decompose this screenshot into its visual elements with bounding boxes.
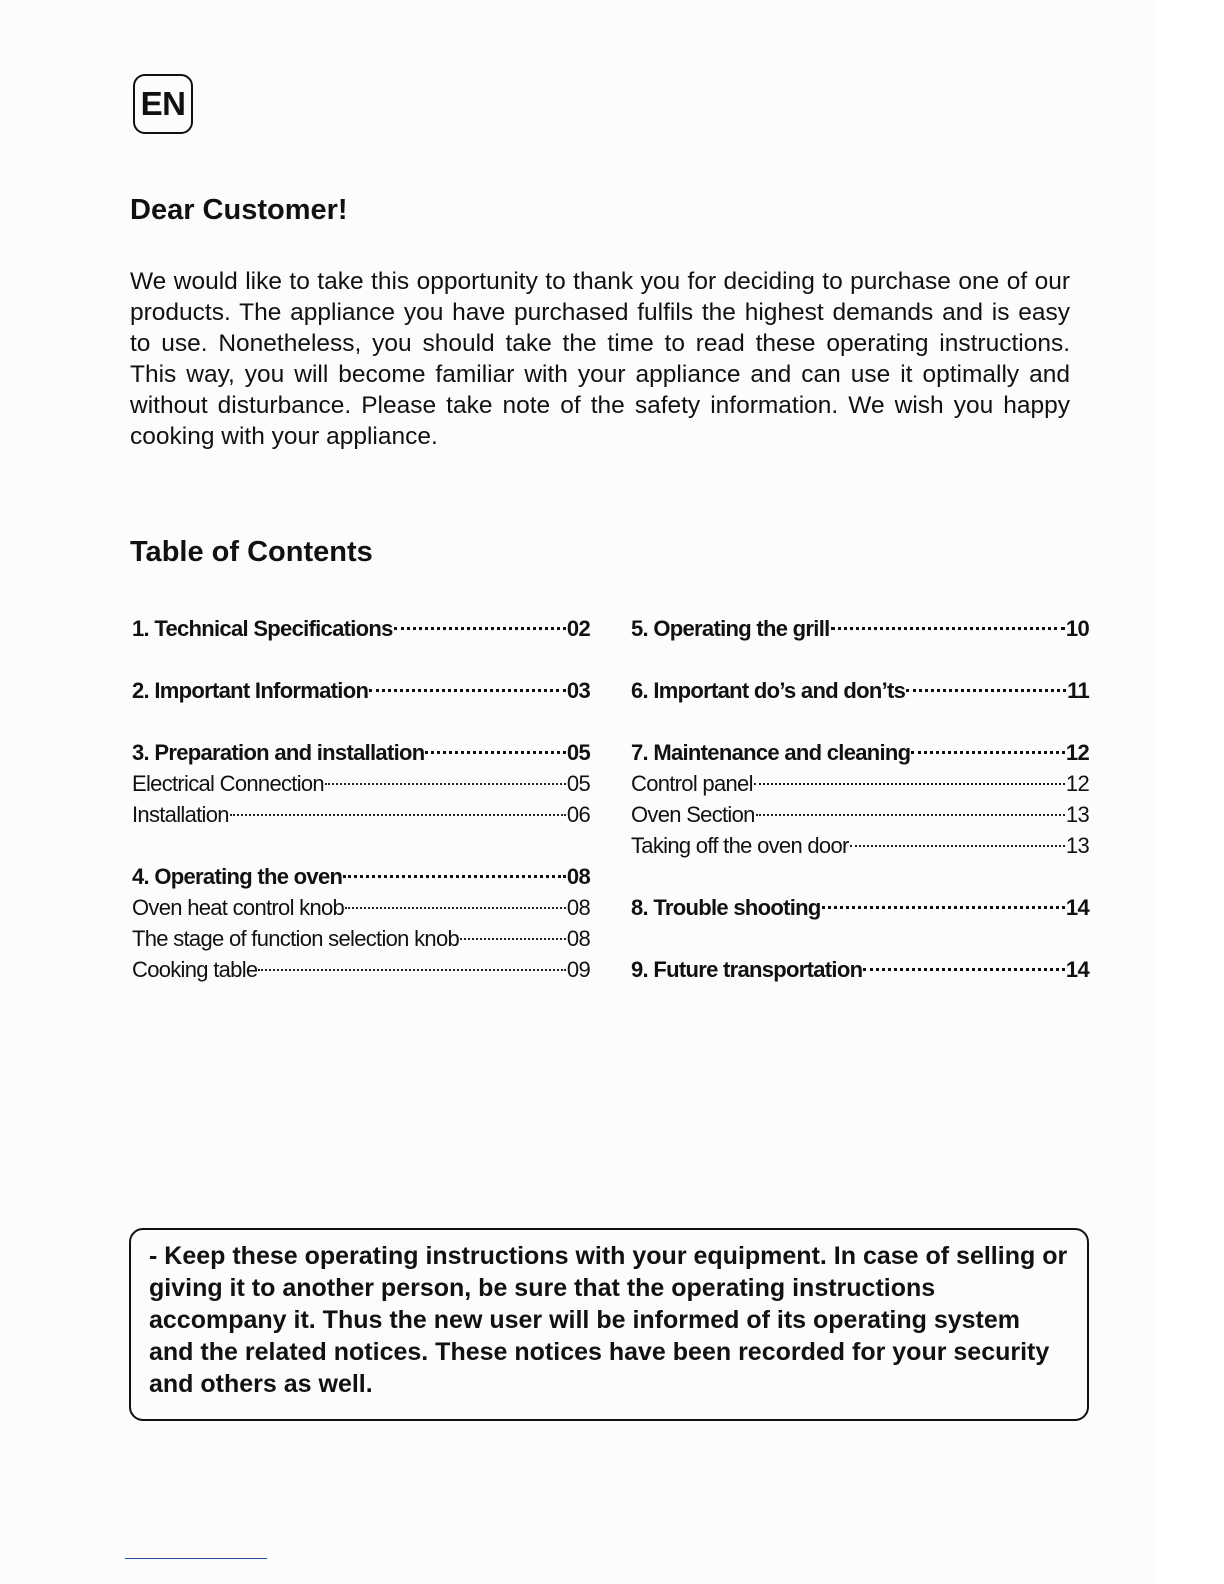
toc-dot-leader [911,751,1065,754]
toc-group [631,613,1089,644]
toc-page-number: 08 [566,864,590,889]
toc-section-title: 6. Important do’s and don’ts [631,678,906,703]
toc-page-number: 12 [1065,740,1089,765]
toc-subsection-label: Control panel [631,771,753,796]
toc-subsection-entry[interactable] [132,954,590,985]
toc-group [132,737,590,830]
toc-dot-leader [394,627,566,630]
toc-page-number: 08 [566,926,590,951]
toc-subsection-entry[interactable] [132,923,590,954]
toc-subsection-entry[interactable] [132,892,590,923]
toc-section-entry[interactable] [132,675,590,706]
toc-group [132,675,590,706]
toc-subsection-entry[interactable] [631,799,1089,830]
greeting-heading: Dear Customer! [130,194,348,226]
footer-rule [125,1558,267,1559]
toc-subsection-label: Oven Section [631,802,755,827]
toc-subsection-entry[interactable] [631,768,1089,799]
toc-page-number: 09 [566,957,590,982]
toc-section-entry[interactable] [631,613,1089,644]
toc-section-title: 7. Maintenance and cleaning [631,740,911,765]
toc-subsection-label: The stage of function selection knob [132,926,460,951]
toc-group [631,675,1089,706]
toc-section-entry[interactable] [631,892,1089,923]
toc-dot-leader [343,875,566,878]
toc-section-title: 5. Operating the grill [631,616,830,641]
toc-subsection-label: Cooking table [132,957,258,982]
notice-box: - Keep these operating instructions with your equipment. In case of selling or giving it to another person, be sure that the operating instructions accompany it. Thus the new user will be informed of its operating system and the related notices. These notices have been recorded for your security and others as well. [129,1228,1089,1421]
toc-dot-leader [906,689,1066,692]
toc-subsection-label: Taking off the oven door [631,833,849,858]
toc-dot-leader [369,689,566,692]
toc-page-number: 06 [566,802,590,827]
toc-dot-leader [325,783,566,785]
toc-page-number: 13 [1065,802,1089,827]
toc-page-number: 11 [1067,678,1089,703]
toc-page-number: 12 [1065,771,1089,796]
toc-dot-leader [863,968,1065,971]
toc-dot-leader [822,906,1065,909]
toc-column-left [132,613,590,1016]
toc-dot-leader [850,845,1065,847]
toc-dot-leader [460,938,566,940]
toc-group [631,892,1089,923]
toc-page-number: 05 [566,771,590,796]
toc-dot-leader [345,907,566,909]
toc-title: Table of Contents [130,536,373,568]
toc-page-number: 14 [1065,895,1089,920]
toc-section-title: 2. Important Information [132,678,369,703]
toc-page-number: 05 [566,740,590,765]
toc-group [132,861,590,985]
toc-section-title: 8. Trouble shooting [631,895,821,920]
toc-page-number: 08 [566,895,590,920]
toc-dot-leader [425,751,565,754]
toc-dot-leader [754,783,1065,785]
intro-paragraph: We would like to take this opportunity to thank you for deciding to purchase one of our products. The appliance you have purchased fulfils the highest demands and is easy to use. Nonetheless, you should take the time to read these operating instructions. This way, you will become familiar with your appliance and can use it optimally and without disturbance. Please take note of the safety information. We wish you happy cooking with your appliance. [130,268,1070,450]
toc-section-title: 4. Operating the oven [132,864,343,889]
toc-page-number: 14 [1065,957,1089,982]
toc-page-number: 10 [1065,616,1089,641]
toc-page-number: 02 [566,616,590,641]
toc-section-entry[interactable] [132,737,590,768]
toc-section-title: 3. Preparation and installation [132,740,425,765]
toc-group [631,954,1089,985]
toc-page-number: 03 [566,678,590,703]
toc-group [631,737,1089,861]
toc-section-entry[interactable] [631,737,1089,768]
toc-subsection-label: Oven heat control knob [132,895,345,920]
toc-group [132,613,590,644]
toc-dot-leader [756,814,1065,816]
toc-subsection-entry[interactable] [132,768,590,799]
toc-section-title: 1. Technical Specifications [132,616,393,641]
toc-dot-leader [230,814,566,816]
toc-dot-leader [831,627,1065,630]
toc-subsection-label: Electrical Connection [132,771,324,796]
toc-section-entry[interactable] [132,861,590,892]
toc-section-entry[interactable] [631,675,1089,706]
toc-section-entry[interactable] [631,954,1089,985]
toc-dot-leader [258,969,565,971]
toc-section-title: 9. Future transportation [631,957,863,982]
language-badge: EN [133,74,193,134]
toc-page-number: 13 [1065,833,1089,858]
toc-subsection-label: Installation [132,802,229,827]
toc-subsection-entry[interactable] [631,830,1089,861]
toc-column-right [631,613,1089,1016]
toc-subsection-entry[interactable] [132,799,590,830]
toc-section-entry[interactable] [132,613,590,644]
